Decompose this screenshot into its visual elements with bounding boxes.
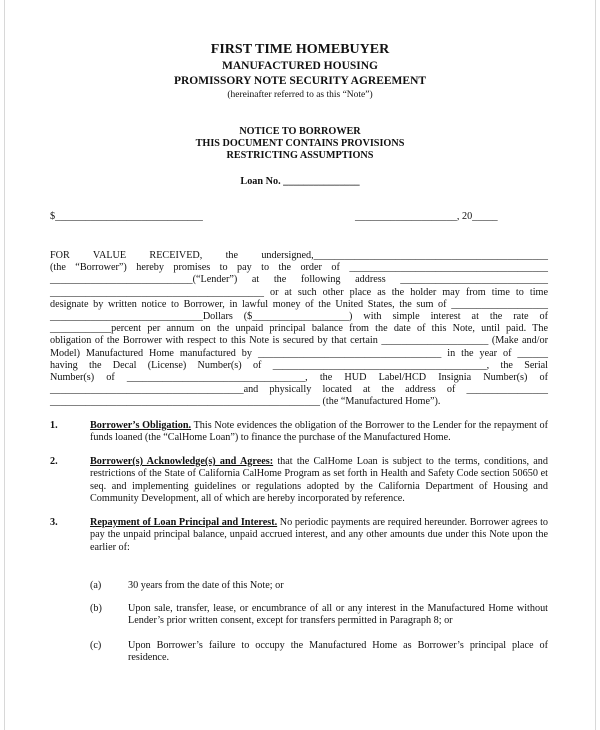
- item-label: (a): [90, 580, 102, 591]
- paragraph-line: designate by written notice to Borrower, in lawful money of the United States, the sum of ___________________: [50, 298, 548, 310]
- paragraph-line: having the Decal (License) Number(s) of __________________________________________, the Serial: [50, 359, 548, 371]
- item-text: Upon sale, transfer, lease, or encumbrance of all or any interest in the Manufactured Home without Lender’s prior written consent, except for transfers permitted in Paragraph 8; or: [128, 603, 548, 627]
- item-label: (b): [90, 603, 102, 614]
- section-number: 2.: [50, 456, 58, 467]
- section-number: 1.: [50, 420, 58, 431]
- paragraph-line: Number(s) of ___________________________________, the HUD Label/HCD Insignia Number(s) of: [50, 372, 548, 383]
- paragraph-line: (the “Borrower”) hereby promises to pay to the order of _______________________________________: [50, 262, 548, 274]
- section-text: This Note evidences the obligation of the Borrower to the Lender for the repayment of funds loaned (the “CalHome Loan”) to finance the purchase of the Manufactured Home.: [90, 420, 548, 444]
- paragraph-line: Model) Manufactured Home manufactured by ____________________________________ in the year of ______: [50, 347, 548, 359]
- document-title: FIRST TIME HOMEBUYER: [210, 42, 390, 57]
- notice-heading: NOTICE TO BORROWER: [239, 126, 361, 137]
- paragraph-line: ______________________________________and physically located at the address of ________________: [50, 384, 548, 396]
- paragraph-line: obligation of the Borrower with respect to this Note is secured by that certain _____________________ (Make and/or: [50, 335, 548, 347]
- section-heading: Repayment of Loan Principal and Interest.: [90, 517, 278, 528]
- notice-text: RESTRICTING ASSUMPTIONS: [226, 150, 374, 161]
- paragraph-line: _____________________________________________________ (the “Manufactured Home”).: [50, 396, 441, 408]
- document-subtitle: MANUFACTURED HOUSING: [222, 60, 378, 72]
- section-text: that the CalHome Loan is subject to the terms, conditions, and restrictions of the State of California CalHome Program as set forth in Health and Safety Code section 50650 et seq. and implementing guidelines or regulations adopted by the California Department of Housing and Community Development, all of which are hereby incorporated by reference.: [90, 456, 548, 504]
- date-field: ____________________, 20_____: [355, 211, 498, 222]
- loan-number: Loan No. _______________: [240, 176, 360, 187]
- section-body: [90, 420, 548, 445]
- paragraph-line: ______________________________Dollars ($___________________) with simple interest at the rate of: [50, 311, 548, 322]
- paragraph-line: ____________________________(“Lender”) at the following address _____________________________: [50, 274, 548, 286]
- section-heading: Borrower’s Obligation.: [90, 420, 192, 431]
- paragraph-line: __________________________________________ or at such other place as the holder may from time to time: [50, 286, 548, 298]
- paragraph-line: FOR VALUE RECEIVED, the undersigned,______________________________________________: [50, 250, 548, 261]
- section-number: 3.: [50, 517, 58, 528]
- item-label: (c): [90, 640, 102, 651]
- item-text: Upon Borrower’s failure to occupy the Manufactured Home as Borrower’s principal place of residence.: [128, 640, 548, 664]
- document-note: (hereinafter referred to as this “Note”): [227, 90, 373, 100]
- item-text: 30 years from the date of this Note; or: [128, 580, 284, 591]
- section-body: [90, 517, 548, 554]
- document-subtitle: PROMISSORY NOTE SECURITY AGREEMENT: [173, 75, 427, 87]
- section-body: [90, 456, 548, 505]
- section-heading: Borrower(s) Acknowledge(s) and Agrees:: [90, 456, 274, 467]
- section-text: No periodic payments are required hereunder. Borrower agrees to pay the unpaid principal balance, unpaid accrued interest, and any other amounts due under this Note upon the earlier of:: [90, 517, 548, 553]
- amount-field: $_____________________________: [50, 211, 203, 222]
- notice-text: THIS DOCUMENT CONTAINS PROVISIONS: [195, 138, 405, 149]
- paragraph-line: ____________percent per annum on the unpaid principal balance from the date of this Note, until paid. The: [50, 323, 548, 335]
